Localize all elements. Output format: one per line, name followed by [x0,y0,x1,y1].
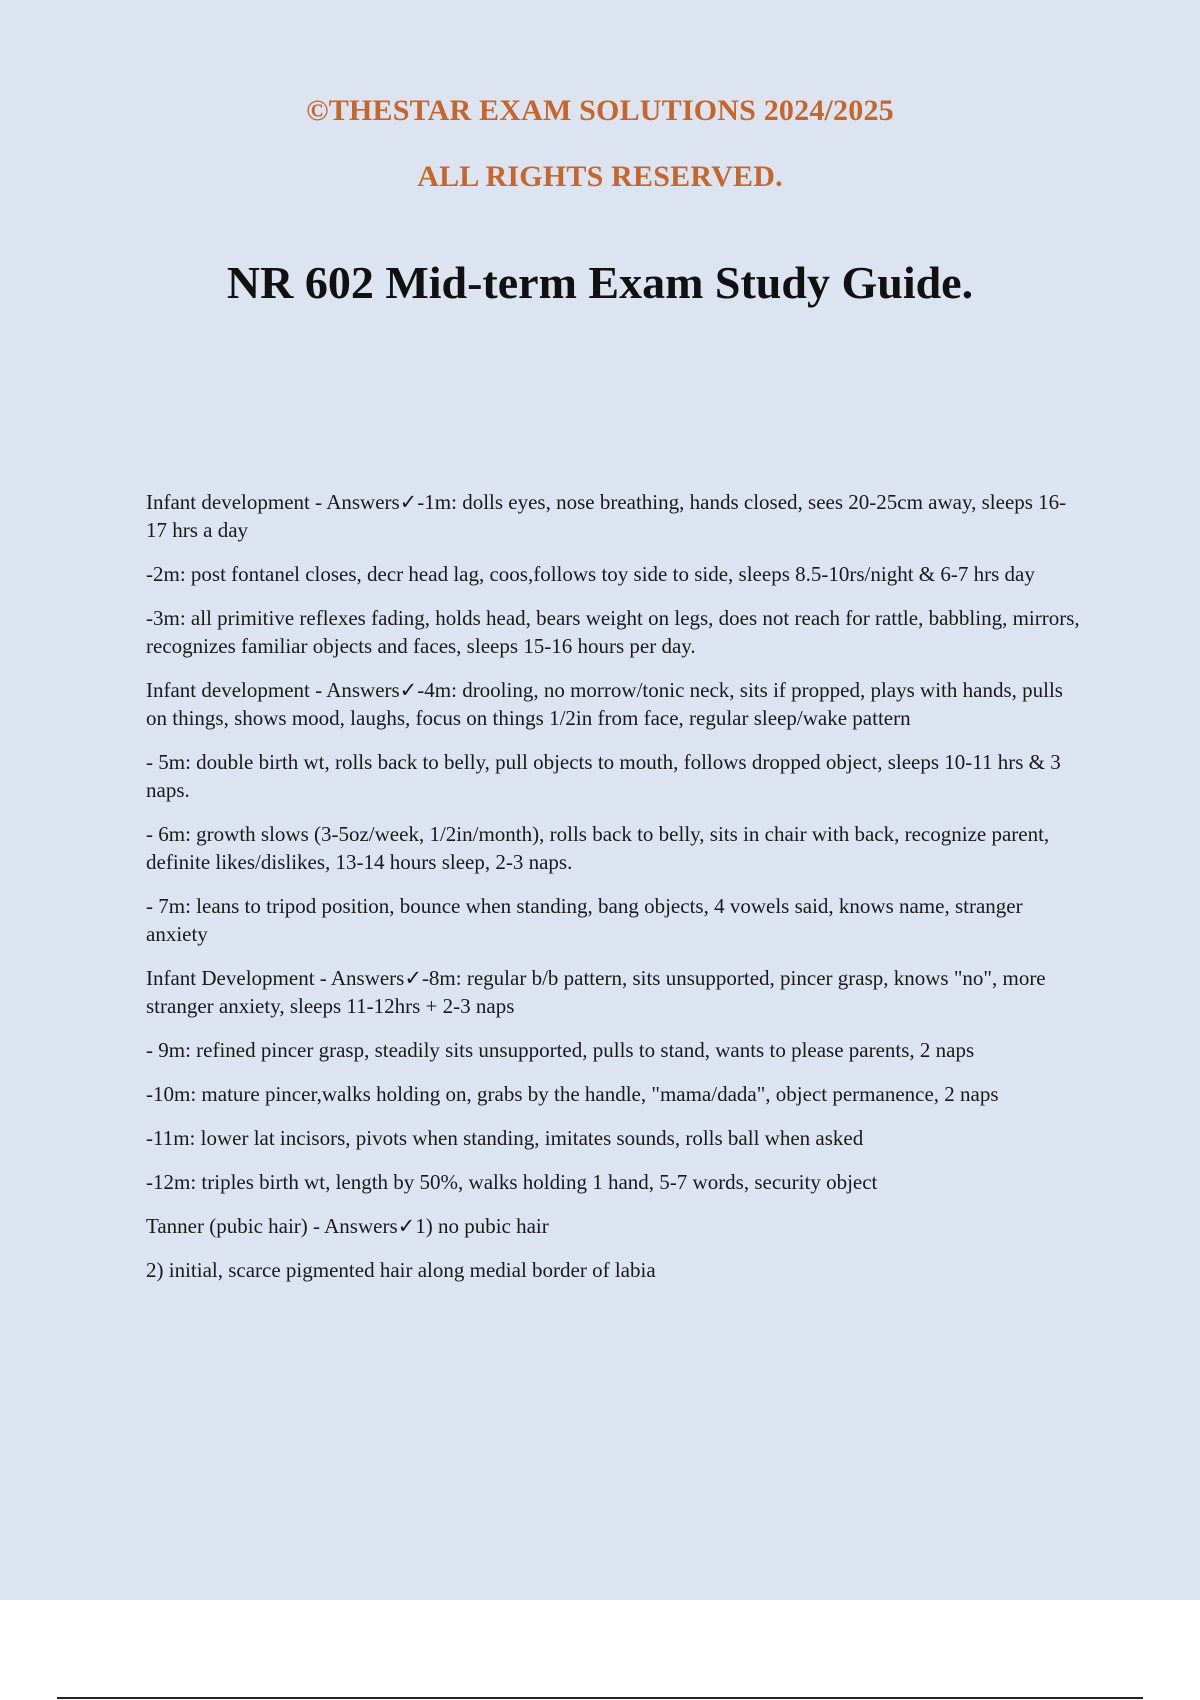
copyright-header: ©THESTAR EXAM SOLUTIONS 2024/2025 [306,94,894,127]
paragraph-7m: - 7m: leans to tripod position, bounce when standing, bang objects, 4 vowels said, knows name, stranger anxiety [146,894,1023,946]
paragraph-9m: - 9m: refined pincer grasp, steadily sits unsupported, pulls to stand, wants to please parents, 2 naps [146,1038,975,1062]
paragraph-10m: -10m: mature pincer,walks holding on, grabs by the handle, "mama/dada", object permanence, 2 naps [146,1082,999,1106]
paragraph-3m: -3m: all primitive reflexes fading, holds head, bears weight on legs, does not reach for rattle, babbling, mirrors, recognizes familiar objects and faces, sleeps 15-16 hours per day. [146,606,1080,658]
paragraph-tanner-1: Tanner (pubic hair) - Answers✓1) no pubic hair [146,1214,549,1238]
paragraph-infant-4m: Infant development - Answers✓-4m: drooling, no morrow/tonic neck, sits if propped, plays with hands, pulls on things, shows mood, laughs, focus on things 1/2in from face, regular sleep/wake pattern [146,678,1063,730]
document-title: NR 602 Mid-term Exam Study Guide. [226,257,974,308]
paragraph-6m: - 6m: growth slows (3-5oz/week, 1/2in/month), rolls back to belly, sits in chair with back, recognize parent, definite likes/dislikes, 13-14 hours sleep, 2-3 naps. [146,822,1050,874]
paragraph-2m: -2m: post fontanel closes, decr head lag, coos,follows toy side to side, sleeps 8.5-10rs/night & 6-7 hrs day [146,562,1035,586]
paragraph-12m: -12m: triples birth wt, length by 50%, walks holding 1 hand, 5-7 words, security object [146,1170,878,1194]
rights-reserved-header: ALL RIGHTS RESERVED. [417,160,783,193]
paragraph-infant-8m: Infant Development - Answers✓-8m: regular b/b pattern, sits unsupported, pincer grasp, knows "no", more stranger anxiety, sleeps 11-12hrs + 2-3 naps [146,966,1046,1018]
paragraph-tanner-2: 2) initial, scarce pigmented hair along medial border of labia [146,1258,656,1282]
paragraph-11m: -11m: lower lat incisors, pivots when standing, imitates sounds, rolls ball when asked [146,1126,864,1150]
document-body [146,488,1084,1300]
paragraph-5m: - 5m: double birth wt, rolls back to belly, pull objects to mouth, follows dropped object, sleeps 10-11 hrs & 3 naps. [146,750,1061,802]
paragraph-infant-1m: Infant development - Answers✓-1m: dolls eyes, nose breathing, hands closed, sees 20-25cm away, sleeps 16-17 hrs a day [146,490,1067,542]
page-footer-rule [57,1697,1143,1699]
